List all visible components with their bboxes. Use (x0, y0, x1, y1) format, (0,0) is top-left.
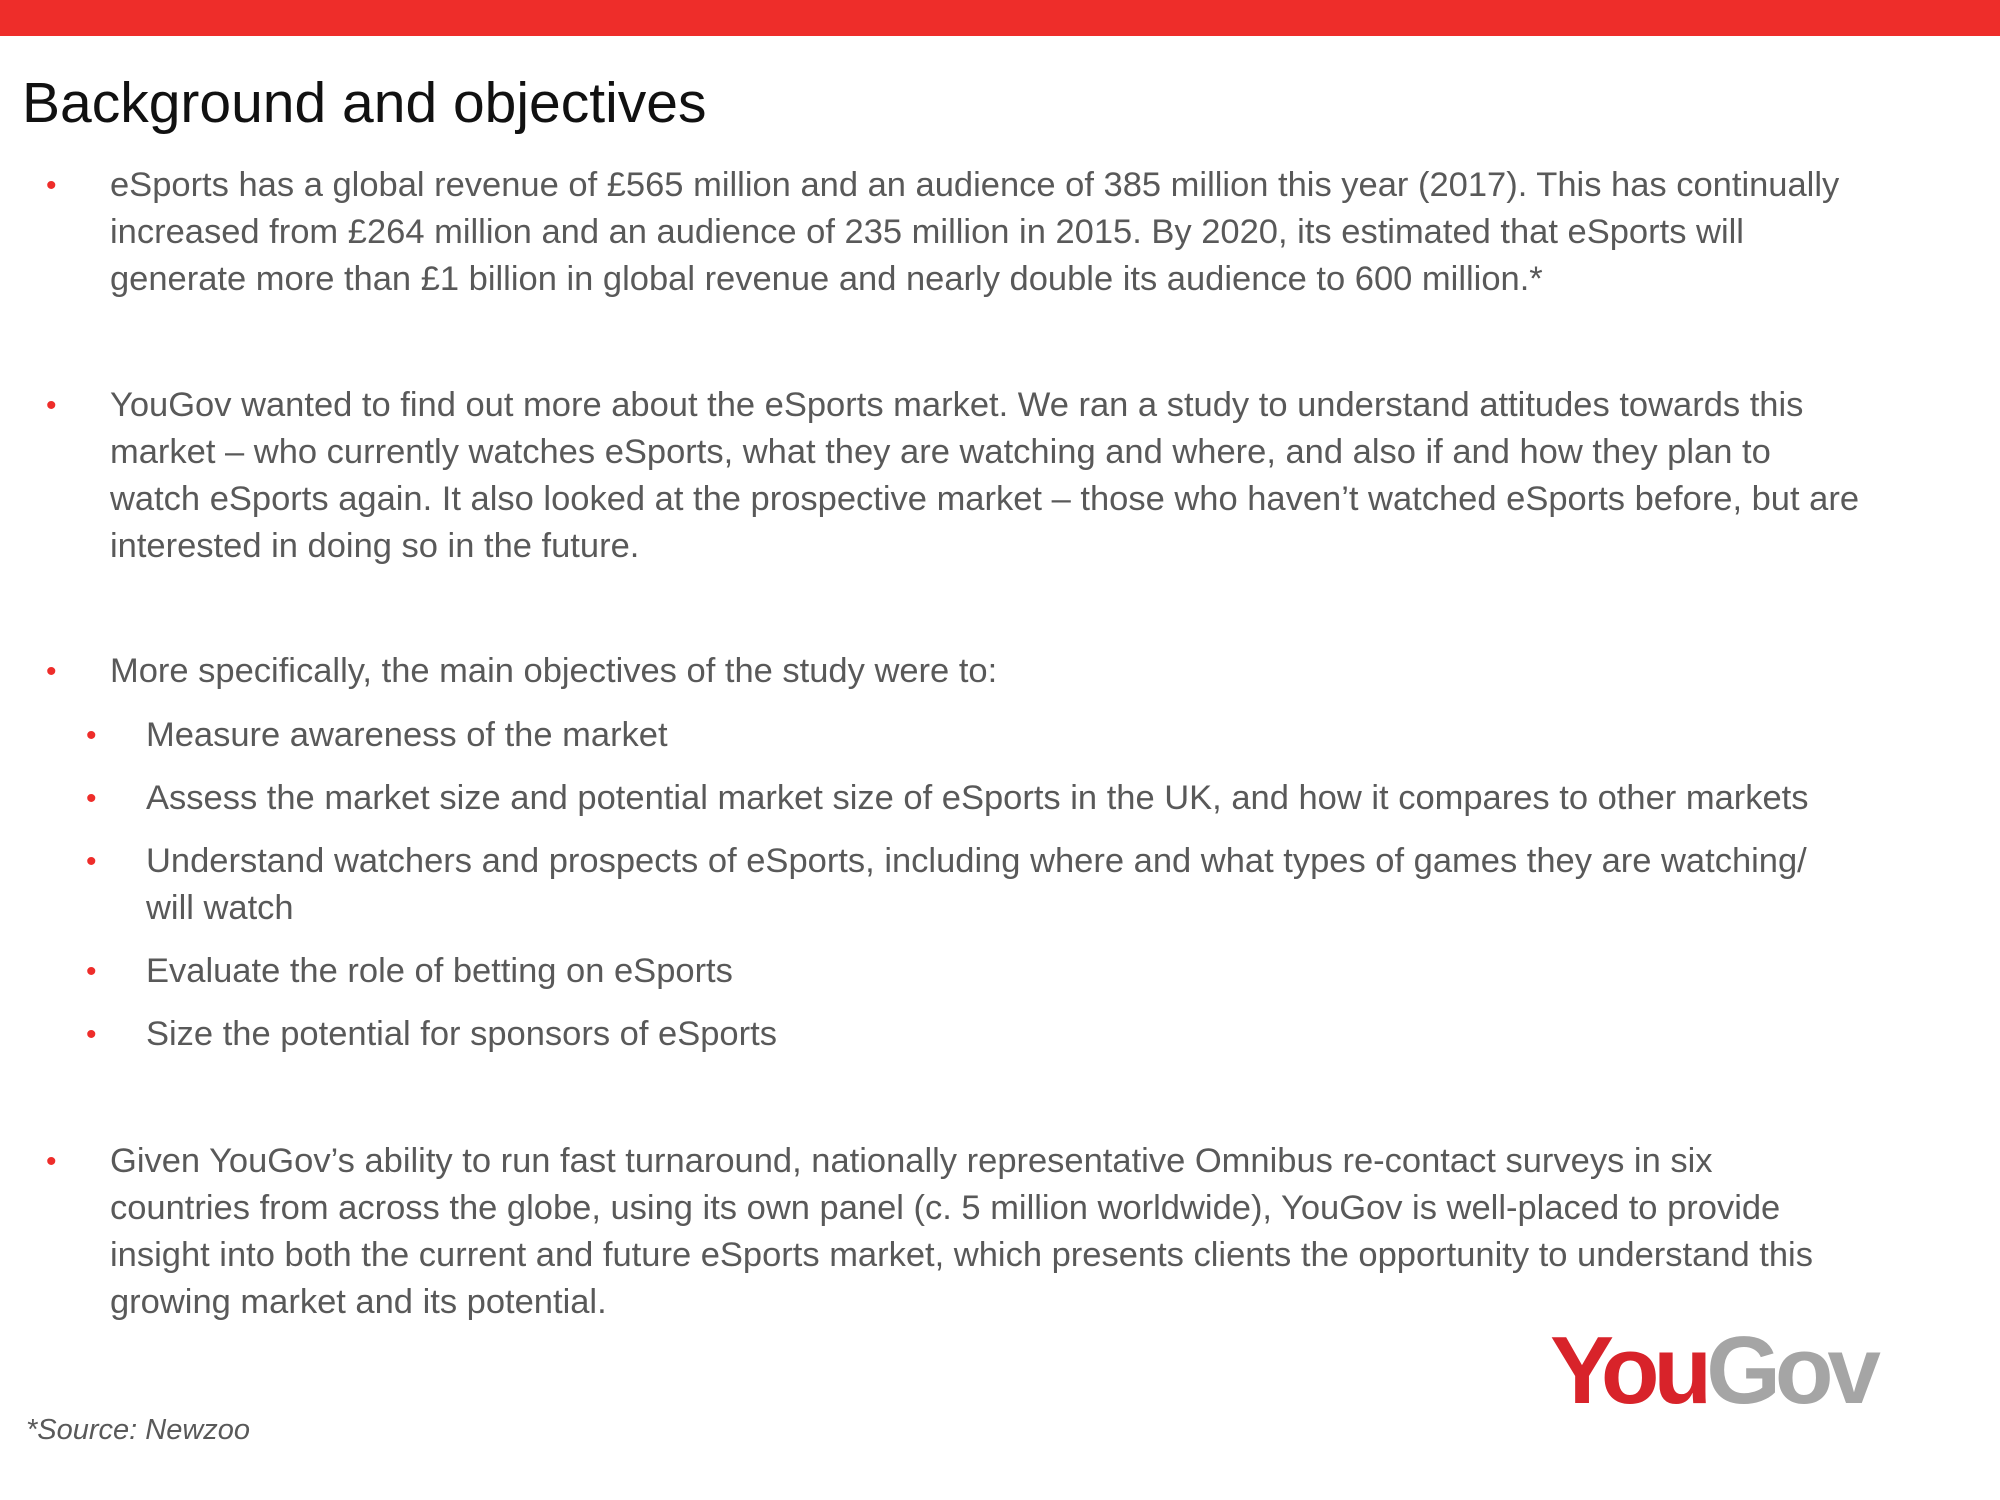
text-line: market – who currently watches eSports, what they are watching and where, and also if and how they plan to (110, 433, 1771, 471)
text-line: increased from £264 million and an audience of 235 million in 2015. By 2020, its estimated that eSports will (110, 213, 1744, 251)
bullet-revenue (110, 162, 1950, 303)
sub-bullet-marker: • (86, 782, 97, 815)
bullet-marker: • (46, 1145, 57, 1178)
text-line: Understand watchers and prospects of eSports, including where and what types of games they are watching/ (146, 842, 1807, 880)
text-line: Evaluate the role of betting on eSports (146, 952, 733, 990)
text-line: Assess the market size and potential market size of eSports in the UK, and how it compares to other markets (146, 779, 1809, 817)
objective-item (146, 948, 1986, 995)
objective-item (146, 838, 1986, 932)
text-line: growing market and its potential. (110, 1283, 607, 1321)
objective-item (146, 1011, 1986, 1058)
text-line: countries from across the globe, using its own panel (c. 5 million worldwide), YouGov is well-placed to provide (110, 1189, 1781, 1227)
bullet-marker: • (46, 655, 57, 688)
text-line: eSports has a global revenue of £565 million and an audience of 385 million this year (2017). This has continually (110, 166, 1840, 204)
bullet-marker: • (46, 169, 57, 202)
text-line: YouGov wanted to find out more about the eSports market. We ran a study to understand attitudes towards this (110, 386, 1804, 424)
objective-item (146, 712, 1986, 759)
text-line: insight into both the current and future eSports market, which presents clients the opportunity to understand this (110, 1236, 1813, 1274)
slide-title: Background and objectives (22, 71, 707, 135)
sub-bullet-marker: • (86, 955, 97, 988)
text-line: Size the potential for sponsors of eSports (146, 1015, 777, 1053)
bullet-yougov-capability (110, 1138, 1950, 1326)
logo-gov: Gov (1706, 1317, 1875, 1424)
text-line: generate more than £1 billion in global revenue and nearly double its audience to 600 million.* (110, 260, 1543, 298)
bullet-objectives-intro (110, 648, 1950, 695)
sub-bullet-marker: • (86, 1018, 97, 1051)
sub-bullet-marker: • (86, 845, 97, 878)
objective-item (146, 775, 1986, 822)
bullet-study (110, 382, 1950, 570)
text-line: Measure awareness of the market (146, 716, 668, 754)
text-line: will watch (146, 889, 294, 927)
text-line: watch eSports again. It also looked at the prospective market – those who haven’t watched eSports before, but are (110, 480, 1860, 518)
text-line: Given YouGov’s ability to run fast turnaround, nationally representative Omnibus re-contact surveys in six (110, 1142, 1713, 1180)
source-note: *Source: Newzoo (26, 1414, 251, 1446)
yougov-logo (1550, 1316, 1875, 1426)
sub-bullet-marker: • (86, 719, 97, 752)
bullet-marker: • (46, 389, 57, 422)
logo-you: You (1550, 1317, 1707, 1424)
text-line: interested in doing so in the future. (110, 527, 640, 565)
text-line: More specifically, the main objectives of the study were to: (110, 652, 998, 690)
top-accent-bar (0, 0, 2000, 36)
